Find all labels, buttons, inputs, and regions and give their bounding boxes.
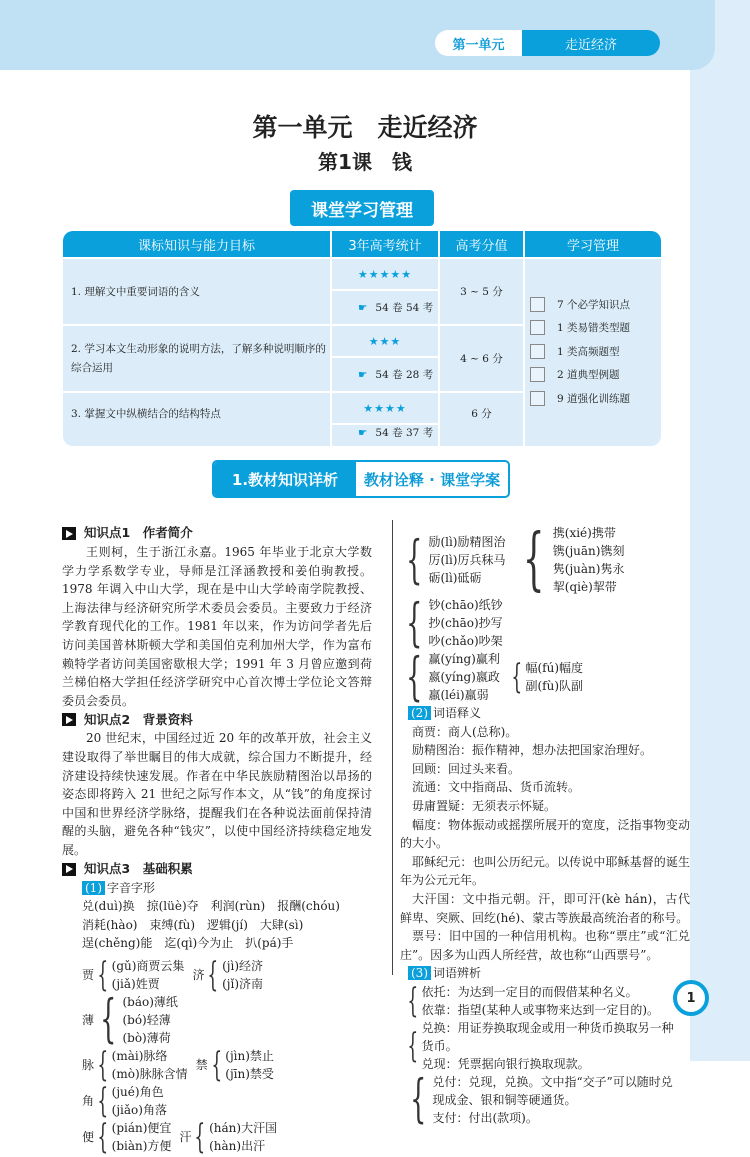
group-item: (bó)轻薄 <box>122 1012 171 1027</box>
score-2: 4 ~ 6 分 <box>460 353 503 365</box>
group-list <box>222 957 263 993</box>
brace-icon: { <box>97 1080 109 1121</box>
group-char: 济 <box>192 967 205 982</box>
polyphone-group <box>82 1044 188 1085</box>
brace-icon: { <box>406 647 423 707</box>
count-1: ☛ 54 卷 54 考 <box>358 301 434 314</box>
group-item: (jì)经济 <box>222 958 264 973</box>
group-item: (hàn)出汗 <box>209 1138 266 1153</box>
pair-list <box>422 983 659 1019</box>
hand-pointer-icon: ☛ <box>358 301 368 314</box>
brace-icon: { <box>407 980 419 1021</box>
group-char: 贾 <box>82 967 95 982</box>
brace-icon: { <box>511 657 523 697</box>
group-item: 厉(lì)厉兵秣马 <box>428 553 506 567</box>
group-char: 汗 <box>179 1129 192 1144</box>
hand-pointer-icon: ☛ <box>358 426 368 439</box>
brace-icon: { <box>211 1044 222 1085</box>
group-char: 角 <box>82 1093 95 1108</box>
distinction-pair <box>404 980 682 1021</box>
group-list <box>553 524 625 596</box>
group-item: 羸(léi)羸弱 <box>428 688 489 702</box>
definition: 幅度：物体振动或摇摆所展开的宽度，泛指事物变动的大小。 <box>400 817 690 851</box>
group-list <box>428 596 502 650</box>
group-item: (jīn)禁受 <box>225 1066 274 1081</box>
checkbox[interactable] <box>530 367 545 382</box>
knowledge-point-3: 知识点3 基础积累 <box>62 860 372 879</box>
checklist-item[interactable]: 2 道典型例题 <box>530 365 630 385</box>
group-item: (biàn)方便 <box>111 1138 172 1153</box>
right-column <box>400 520 690 1130</box>
group-item: 抄(chāo)抄写 <box>428 616 503 630</box>
subheading-definitions: (2) 词语释义 <box>400 704 690 723</box>
group-item: 镌(juān)镌刻 <box>552 544 625 558</box>
goals-table <box>63 231 661 446</box>
pair-item: 兑换：用证券换取现金或用一种货币换取另一种货币。 <box>421 1020 674 1053</box>
group-item: 赢(yíng)赢利 <box>428 652 500 666</box>
brace-icon: { <box>410 1070 427 1130</box>
group-list <box>428 650 499 704</box>
group-item: 携(xié)携带 <box>552 526 616 540</box>
distinctions <box>400 980 690 1130</box>
stars-2: ★★★ <box>368 334 402 348</box>
group-item: (mò)脉脉含情 <box>111 1066 188 1081</box>
group-item: (báo)薄纸 <box>122 994 178 1009</box>
group-list <box>112 957 185 993</box>
brace-icon: { <box>407 1025 419 1066</box>
brace-icon: { <box>97 954 109 995</box>
group-item: (jiǎo)角落 <box>111 1102 167 1117</box>
char-group <box>400 530 506 590</box>
unit-title: 走近经济 <box>522 30 660 56</box>
play-marker-icon <box>62 527 76 540</box>
th-stats: 3年高考统计 <box>332 231 438 257</box>
pair-item: 依托：为达到一定目的而假借某种名义。 <box>421 984 638 999</box>
polyphone-group <box>179 1116 278 1157</box>
group-item: (jìn)禁止 <box>225 1048 274 1063</box>
pair-item: 兑付：兑现，兑换。文中指“交子”可以随时兑现成金、银和铜等硬通货。 <box>432 1074 673 1107</box>
homophone-groups <box>400 520 690 707</box>
group-item: (pián)便宜 <box>111 1120 172 1135</box>
author-intro: 王则柯，生于浙江永嘉。1965 年毕业于北京大学数学力学系数学专业，导师是江泽涵教授和姜伯驹教授。1978 年调入中山大学，现在是中山大学岭南学院教授、上海法律与经济研究所学术委员会委员。主要致力于经济学教育现代化的工作。1981 年以来，作为访问学者先后访问美国普林斯顿大学和美国伯克利加州大学，作为富布赖特学者访问美国密歇根大学；1991 年 3 月曾应邀到荷兰梯伯格大学担任经济学研究中心首次博士学位论文答辩委员会委员。 <box>62 545 372 708</box>
group-item: 副(fù)队副 <box>525 679 584 693</box>
definition: 耶稣纪元：也叫公历纪元。以传说中耶稣基督的诞生年为公元元年。 <box>400 854 690 888</box>
polyphone-group <box>82 990 178 1050</box>
checkbox[interactable] <box>530 320 545 335</box>
unit-pill <box>435 30 660 56</box>
distinction-pair <box>404 1019 682 1073</box>
group-item: (hán)大汗国 <box>209 1120 278 1135</box>
group-item: 钞(chāo)纸钞 <box>428 598 503 612</box>
checklist-item[interactable]: 9 道强化训练题 <box>530 388 630 408</box>
page-number: 1 <box>673 980 709 1016</box>
group-item: 励(lì)励精图治 <box>428 535 506 549</box>
char-group <box>514 520 625 599</box>
pronunciation-line: 兑(duì)换 掠(lüè)夺 利润(rùn) 报酬(chóu) <box>82 899 340 914</box>
section-classroom-management: 课堂学习管理 <box>290 190 434 226</box>
checklist-item[interactable]: 1 类高频题型 <box>530 341 630 361</box>
play-marker-icon <box>62 713 76 726</box>
group-list <box>225 1047 274 1083</box>
section-label: 1.教材知识详析 <box>214 462 356 496</box>
subheading-distinctions: (3) 词语辨析 <box>400 964 690 983</box>
management-checklist <box>530 294 630 412</box>
definition: 励精图治：振作精神，想办法把国家治理好。 <box>412 743 653 758</box>
polyphone-group <box>82 954 185 995</box>
th-management: 学习管理 <box>525 231 661 257</box>
group-item: 幅(fú)幅度 <box>525 661 584 675</box>
pronunciation-line: 逞(chěng)能 迄(qì)今为止 扒(pá)手 <box>82 936 294 951</box>
group-item: (bò)薄荷 <box>122 1030 171 1045</box>
pair-item: 兑现：凭票据向银行换取现款。 <box>421 1056 590 1071</box>
brace-icon: { <box>406 530 423 590</box>
th-goal: 课标知识与能力目标 <box>63 231 330 257</box>
brace-icon: { <box>97 1044 109 1085</box>
pair-list <box>422 1019 682 1073</box>
group-list <box>112 1047 188 1083</box>
knowledge-point-2: 知识点2 背景资料 <box>62 710 372 729</box>
unit-label: 第一单元 <box>435 30 522 56</box>
group-char: 薄 <box>82 1012 95 1027</box>
checkbox[interactable] <box>530 391 545 406</box>
left-column <box>62 524 372 1155</box>
brace-icon: { <box>207 954 219 995</box>
background-text: 20 世纪末，中国经过近 20 年的改革开放，社会主义建设取得了举世瞩目的伟大成就，综合国力不断提升，经济建设持续快速发展。作者在中华民族励精图治以昂扬的姿态即将跨入 21 世纪之际写作本文，从“钱”的角度探讨中国和世界经济学脉络，提醒我们在各种说法面前保持清醒的头脑，避免各种“钱灾”，以使中国经济持续稳定地发展。 <box>62 731 372 857</box>
definition: 流通：文中指商品、货币流转。 <box>412 780 581 795</box>
section-textbook-analysis <box>212 460 510 498</box>
goal-3: 3. 掌握文中纵横结合的结构特点 <box>71 407 221 420</box>
hand-pointer-icon: ☛ <box>358 368 368 381</box>
definition: 毋庸置疑：无须表示怀疑。 <box>412 798 557 813</box>
play-marker-icon <box>62 863 76 876</box>
pair-item: 支付：付出(款项)。 <box>432 1110 538 1125</box>
group-list <box>526 659 584 695</box>
group-list <box>112 1083 167 1119</box>
pair-list <box>432 1073 682 1127</box>
brace-icon: { <box>522 520 544 599</box>
score-1: 3 ~ 5 分 <box>460 286 503 298</box>
group-char: 禁 <box>195 1057 208 1072</box>
brace-icon: { <box>406 593 423 653</box>
group-item: (jiǎ)姓贾 <box>111 976 160 991</box>
th-score: 高考分值 <box>440 231 523 257</box>
group-list <box>112 1119 172 1155</box>
brace-icon: { <box>194 1116 206 1157</box>
stars-3: ★★★★ <box>363 401 407 415</box>
group-item: 挈(qiè)挈带 <box>552 580 617 594</box>
checklist-item[interactable]: 7 个必学知识点 <box>530 294 630 314</box>
group-item: 砺(lì)砥砺 <box>428 571 482 585</box>
group-item: 嬴(yíng)嬴政 <box>428 670 500 684</box>
group-list <box>122 993 177 1047</box>
brace-icon: { <box>100 990 117 1050</box>
pronunciation-line: 消耗(hào) 束缚(fù) 逻辑(jí) 大肆(sì) <box>82 917 304 932</box>
group-item: 吵(chǎo)吵架 <box>428 634 503 648</box>
group-list <box>428 533 505 587</box>
group-item: (gǔ)商贾云集 <box>111 958 185 973</box>
definitions <box>400 723 690 965</box>
char-group <box>400 593 503 653</box>
polyphone-group <box>195 1044 274 1085</box>
subheading-pronunciation: (1) 字音字形 <box>62 879 372 898</box>
lesson-title: 第1课 钱 <box>318 150 412 174</box>
char-group <box>508 659 583 695</box>
checkbox[interactable] <box>530 344 545 359</box>
section-subtitle: 教材诠释 · 课堂学案 <box>363 470 501 489</box>
group-char: 脉 <box>82 1057 95 1072</box>
group-list <box>209 1119 277 1155</box>
definition: 商贾：商人(总称)。 <box>412 724 518 739</box>
distinction-pair <box>404 1070 682 1130</box>
polyphone-group <box>82 1116 172 1157</box>
checkbox[interactable] <box>530 297 545 312</box>
column-divider <box>392 520 393 975</box>
stars-1: ★★★★★ <box>357 267 413 281</box>
polyphone-group <box>192 954 264 995</box>
knowledge-point-1: 知识点1 作者简介 <box>62 524 372 543</box>
group-item: 隽(juàn)隽永 <box>552 562 625 576</box>
definition: 回顾：回过头来看。 <box>412 761 521 776</box>
group-item: (mài)脉络 <box>111 1048 168 1063</box>
page-title: 第一单元 走近经济 <box>252 113 478 142</box>
score-3: 6 分 <box>471 407 492 420</box>
goal-2: 2. 学习本文生动形象的说明方法，了解多种说明顺序的综合运用 <box>71 342 326 374</box>
checklist-item[interactable]: 1 类易错类型题 <box>530 318 630 338</box>
definition: 票号：旧中国的一种信用机构。也称“票庄”或“汇兑庄”。因多为山西人所经营，故也称“山西票号”。 <box>400 929 690 962</box>
count-3: ☛ 54 卷 37 考 <box>358 426 434 439</box>
brace-icon: { <box>97 1116 109 1157</box>
group-item: (jué)角色 <box>111 1084 164 1099</box>
definition: 大汗国：文中指元朝。汗，即可汗(kè hán)，古代鲜卑、突厥、回纥(hé)、蒙古等族最高统治者的称号。 <box>400 891 690 925</box>
polyphone-group <box>82 1080 167 1121</box>
char-group <box>400 647 500 707</box>
group-char: 便 <box>82 1129 95 1144</box>
goal-1: 1. 理解文中重要词语的含义 <box>71 286 200 298</box>
pair-item: 依靠：指望(某种人或事物来达到一定目的)。 <box>421 1002 660 1017</box>
polyphone-groups <box>62 954 372 1157</box>
count-2: ☛ 54 卷 28 考 <box>358 368 434 381</box>
group-item: (jǐ)济南 <box>222 976 264 991</box>
